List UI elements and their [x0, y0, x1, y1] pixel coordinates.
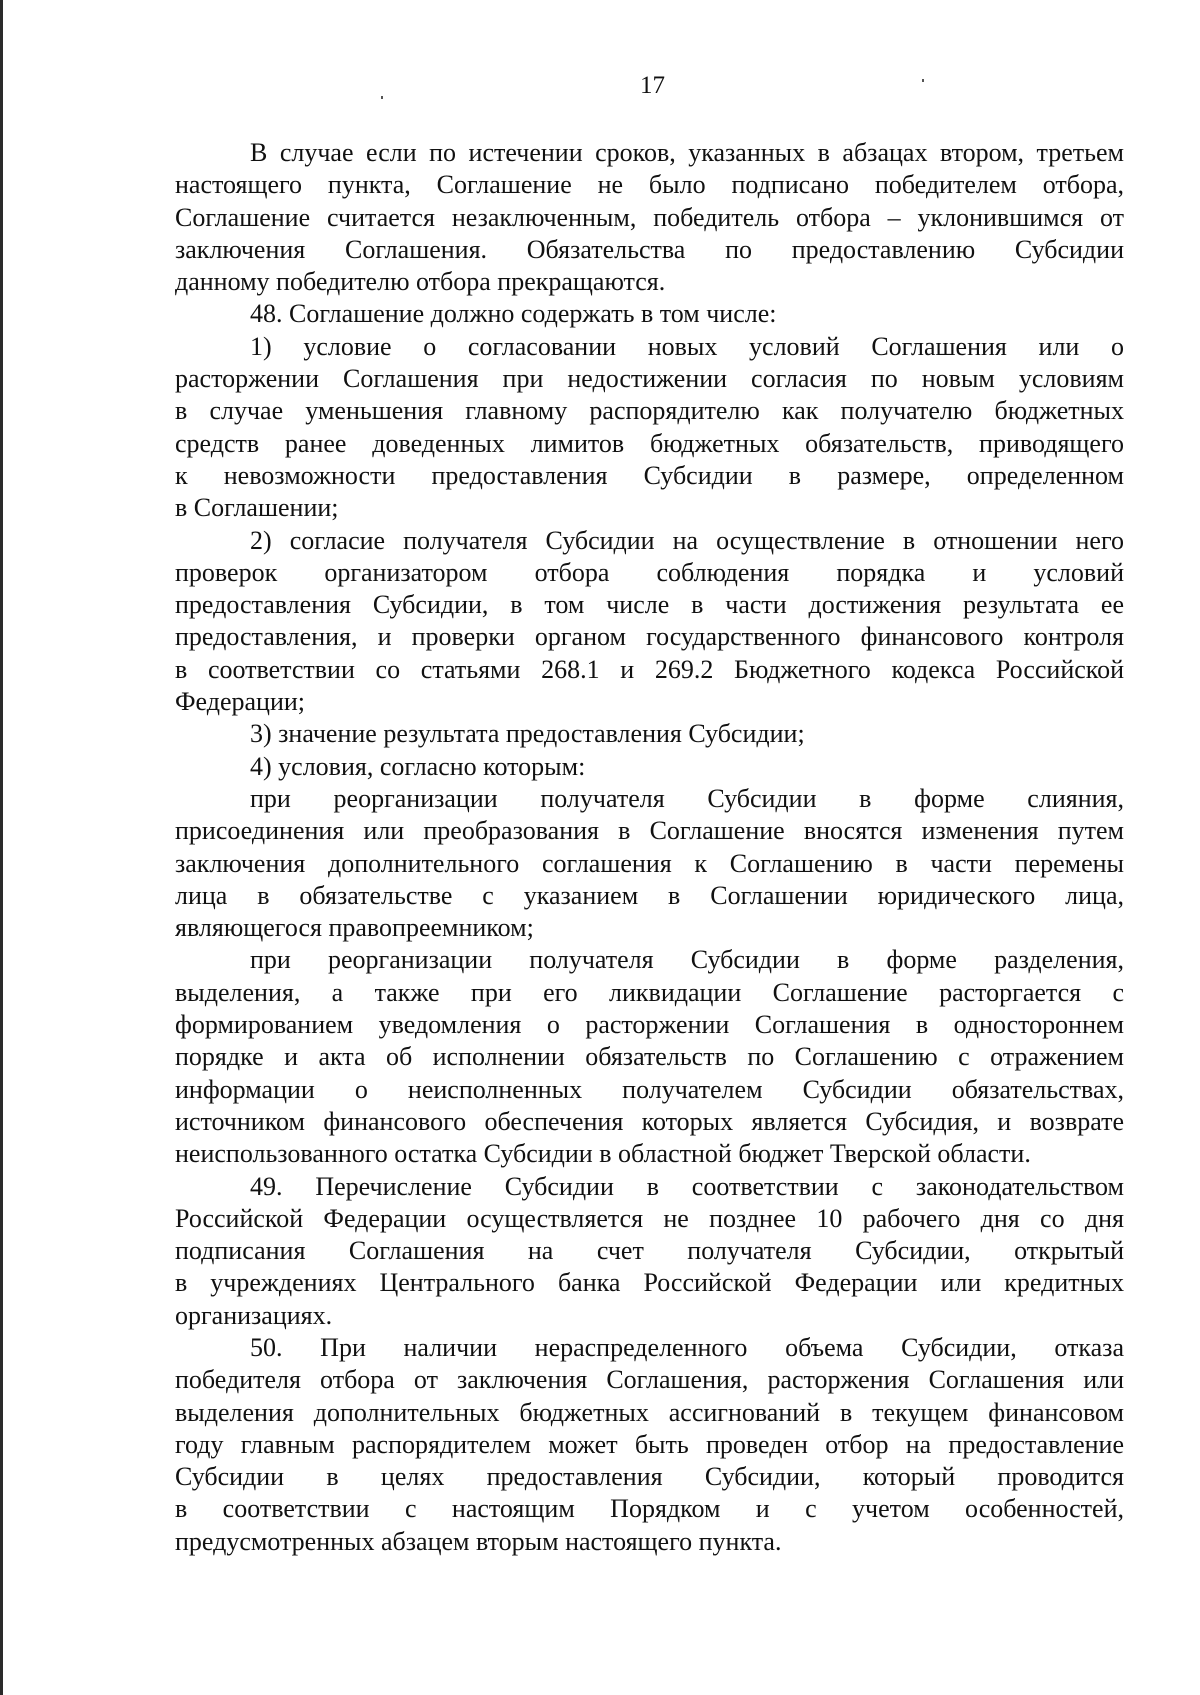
text-line: данному победителю отбора прекращаются.	[175, 267, 666, 297]
text-line: Федерации;	[175, 687, 306, 717]
text-line: проверок организатором отбора соблюдения порядка и условий	[175, 557, 1124, 587]
text-line: выделения, а также при его ликвидации Соглашение расторгается с	[175, 977, 1124, 1007]
text-line: при реорганизации получателя Субсидии в форме разделения,	[250, 945, 1124, 975]
paragraph	[175, 1171, 1124, 1332]
paragraph	[175, 525, 1124, 719]
text-line: расторжении Соглашения при недостижении согласия по новым условиям	[175, 364, 1124, 394]
text-line: в соответствии со статьями 268.1 и 269.2 Бюджетного кодекса Российской	[175, 654, 1124, 684]
scan-edge	[0, 0, 3, 1695]
text-line: 3) значение результата предоставления Субсидии;	[250, 719, 805, 749]
text-line: средств ранее доведенных лимитов бюджетных обязательств, приводящего	[175, 428, 1124, 458]
text-line: в Соглашении;	[175, 493, 339, 523]
paragraph	[175, 1332, 1124, 1558]
text-line: 48. Соглашение должно содержать в том числе:	[250, 299, 777, 329]
text-line: являющегося правопреемником;	[175, 913, 534, 943]
text-line: формированием уведомления о расторжении Соглашения в одностороннем	[175, 1010, 1124, 1040]
paragraph	[175, 137, 1124, 298]
text-line: в учреждениях Центрального банка Российской Федерации или кредитных	[175, 1268, 1124, 1298]
text-line: заключения дополнительного соглашения к Соглашению в части перемены	[175, 848, 1124, 878]
text-line: в соответствии с настоящим Порядком и с учетом особенностей,	[175, 1494, 1124, 1524]
paragraph	[175, 298, 1124, 330]
paragraph	[175, 751, 1124, 783]
text-line: настоящего пункта, Соглашение не было подписано победителем отбора,	[175, 170, 1124, 200]
text-line: предоставления, и проверки органом государственного финансового контроля	[175, 622, 1124, 652]
text-line: предоставления Субсидии, в том числе в части достижения результата ее	[175, 590, 1124, 620]
text-line: заключения Соглашения. Обязательства по предоставлению Субсидии	[175, 234, 1124, 264]
text-line: 2) согласие получателя Субсидии на осуществление в отношении него	[250, 525, 1124, 555]
text-line: лица в обязательстве с указанием в Соглашении юридического лица,	[175, 880, 1124, 910]
text-line: В случае если по истечении сроков, указанных в абзацах втором, третьем	[250, 138, 1124, 167]
text-line: информации о неисполненных получателем Субсидии обязательствах,	[175, 1074, 1124, 1104]
body-text	[175, 137, 1124, 1558]
text-line: победителя отбора от заключения Соглашения, расторжения Соглашения или	[175, 1365, 1124, 1395]
text-line: 4) условия, согласно которым:	[250, 751, 586, 781]
text-line: присоединения или преобразования в Соглашение вносятся изменения путем	[175, 816, 1124, 846]
text-line: подписания Соглашения на счет получателя Субсидии, открытый	[175, 1236, 1124, 1266]
text-line: выделения дополнительных бюджетных ассигнований в текущем финансовом	[175, 1397, 1124, 1427]
text-line: 49. Перечисление Субсидии в соответствии с законодательством	[250, 1171, 1124, 1201]
text-line: Соглашение считается незаключенным, победитель отбора – уклонившимся от	[175, 202, 1124, 232]
text-line: к невозможности предоставления Субсидии в размере, определенном	[175, 460, 1124, 490]
text-line: при реорганизации получателя Субсидии в форме слияния,	[250, 783, 1124, 813]
text-line: организациях.	[175, 1300, 333, 1330]
text-line: источником финансового обеспечения которых является Субсидия, и возврате	[175, 1106, 1124, 1136]
text-line: Субсидии в целях предоставления Субсидии, который проводится	[175, 1462, 1124, 1492]
paragraph	[175, 944, 1124, 1170]
paragraph	[175, 718, 1124, 750]
page-number: 17	[640, 72, 665, 99]
text-line: году главным распорядителем может быть проведен отбор на предоставление	[175, 1429, 1124, 1459]
text-line: 1) условие о согласовании новых условий Соглашения или о	[250, 331, 1124, 361]
paragraph	[175, 783, 1124, 944]
text-line: Российской Федерации осуществляется не позднее 10 рабочего дня со дня	[175, 1203, 1124, 1233]
text-line: в случае уменьшения главному распорядителю как получателю бюджетных	[175, 396, 1124, 426]
paragraph	[175, 331, 1124, 525]
text-line: 50. При наличии нераспределенного объема Субсидии, отказа	[250, 1332, 1124, 1362]
text-line: предусмотренных абзацем вторым настоящего пункта.	[175, 1526, 782, 1556]
text-line: порядке и акта об исполнении обязательств по Соглашению с отражением	[175, 1042, 1124, 1072]
text-line: неиспользованного остатка Субсидии в областной бюджет Тверской области.	[175, 1139, 1031, 1169]
